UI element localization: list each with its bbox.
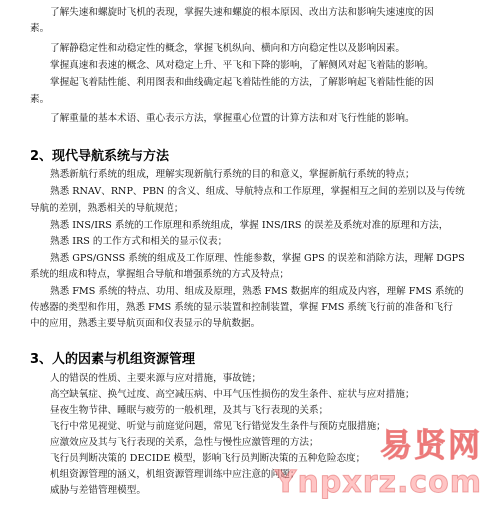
text-line: 飞行中常见视觉、听觉与前庭觉问题，常见飞行错觉发生条件与预防克服措施； — [50, 421, 386, 432]
text-line: 素。 — [30, 23, 50, 34]
text-line: 中的应用，熟悉主要导航页面和仪表显示的导航数据。 — [30, 318, 261, 329]
watermark-url: Ynpxrz.com — [274, 465, 482, 500]
text-line: 了解静稳定性和动稳定性的概念，掌握飞机纵向、横向和方向稳定性以及影响因素。 — [50, 43, 405, 54]
section-3-heading: 3、人的因素与机组资源管理 — [30, 352, 196, 367]
text-line: 了解重量的基本术语、重心表示方法，掌握重心位置的计算方法和对飞行性能的影响。 — [50, 113, 415, 124]
text-line: 熟悉 FMS 系统的特点、功用、组成及原理，熟悉 FMS 数据库的组成及内容，理解 FMS 系统的 — [50, 286, 464, 297]
section-1-body — [30, 6, 480, 126]
text-line: 系统的组成和特点，掌握组合导航和增强系统的方式及特点； — [30, 269, 290, 280]
watermark-title: 易贤网 — [379, 426, 482, 464]
text-line: 传感器的类型和作用，熟悉 FMS 系统的显示装置和控制装置，掌握 FMS 系统飞行前的准备和飞行 — [30, 302, 453, 313]
watermark-logo — [274, 426, 492, 506]
text-line: 人的错误的性质、主要来源与应对措施，事故链； — [50, 373, 262, 384]
text-line: 掌握真速和表速的概念、风对稳定上升、平飞和下降的影响，了解侧风对起飞着陆的影响。 — [50, 60, 434, 71]
text-line: 昼夜生物节律、睡眠与疲劳的一般机理，及其与飞行表现的关系； — [50, 405, 329, 416]
text-line: 熟悉 IRS 的工作方式和相关的显示仪表； — [50, 236, 228, 247]
text-line: 机组资源管理的涵义，机组资源管理训练中应注意的问题； — [50, 469, 300, 480]
text-line: 掌握起飞着陆性能、利用图表和曲线确定起飞着陆性能的方法，了解影响起飞着陆性能的因 — [50, 77, 434, 88]
section-2-body — [30, 168, 480, 328]
text-line: 熟悉新航行系统的组成，理解实现新航行系统的目的和意义，掌握新航行系统的特点； — [50, 169, 415, 180]
section-2-heading: 2、现代导航系统与方法 — [30, 149, 170, 164]
text-line: 导航的差别，熟悉相关的导航规范； — [30, 203, 184, 214]
text-line: 应激效应及其与飞行表现的关系，急性与慢性应激管理的方法； — [50, 437, 319, 448]
text-line: 高空缺氧症、换气过度、高空减压病、中耳气压性损伤的发生条件、症状与应对措施； — [50, 389, 415, 400]
text-line: 了解失速和螺旋时飞机的表现，掌握失速和螺旋的根本原因、改出方法和影响失速速度的因 — [50, 7, 434, 18]
text-line: 熟悉 GPS/GNSS 系统的组成及工作原理、性能参数，掌握 GPS 的误差和消除方法，理解 DGPS — [50, 253, 465, 264]
text-line: 熟悉 INS/IRS 系统的工作原理和系统组成，掌握 INS/IRS 的误差及系统对准的原理和方法， — [50, 220, 449, 231]
text-line: 威胁与差错管理模型。 — [50, 485, 146, 496]
text-line: 飞行员判断决策的 DECIDE 模型，影响飞行员判断决策的五种危险态度； — [50, 453, 366, 464]
text-line: 熟悉 RNAV、RNP、PBN 的含义、组成、导航特点和工作原理，掌握相互之间的差别以及与传统 — [50, 186, 465, 197]
text-line: 素。 — [30, 94, 50, 105]
